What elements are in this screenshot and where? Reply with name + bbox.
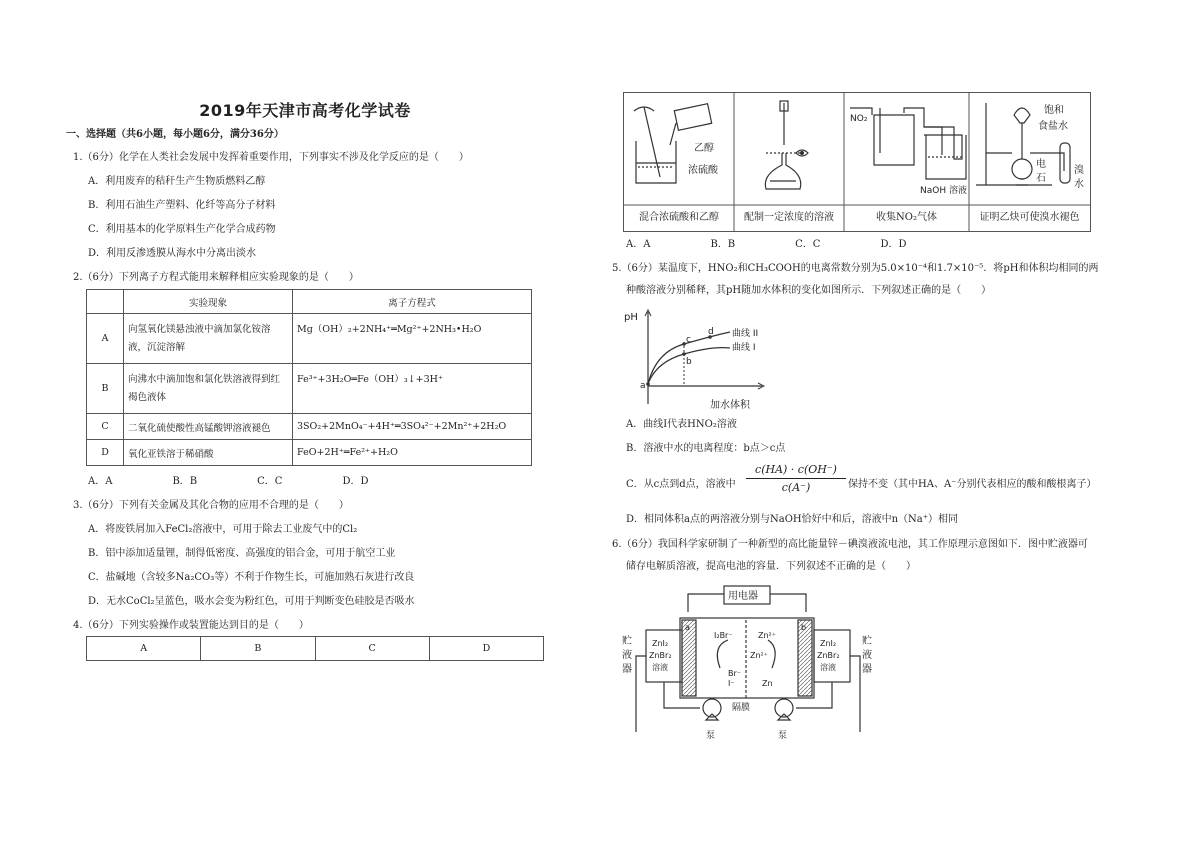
tank-label-right-3: 器	[862, 664, 872, 675]
q1-stem: 1.（6分）化学在人类社会发展中发挥着重要作用，下列事实不涉及化学反应的是（ ）	[73, 152, 469, 163]
caption-a: 混合浓硫酸和乙醇	[639, 212, 719, 223]
q3-option-c: C．盐碱地（含较多Na₂CO₃等）不利于作物生长，可施加熟石灰进行改良	[88, 572, 415, 583]
point-c-label: c	[686, 335, 691, 345]
membrane-label: 隔膜	[732, 703, 751, 713]
phenomenon-text: 向沸水中滴加饱和氯化铁溶液得到红	[128, 373, 281, 385]
label-saturated: 饱和	[1044, 105, 1064, 116]
q2-stem: 2.（6分）下列离子方程式能用来解释相应实验现象的是（ ）	[73, 272, 359, 283]
label-carbide-2: 石	[1036, 173, 1046, 184]
caption-b: 配制一定浓度的溶液	[744, 212, 834, 223]
q5-stem-line1: 5.（6分）某温度下，HNO₂和CH₃COOH的电离常数分别为5.0×10⁻⁴和1.7×10⁻⁵．将pH和体积均相同的两	[612, 263, 1099, 274]
ionic-equation: Fe³⁺+3H₂O═Fe（OH）₃↓+3H⁺	[293, 364, 532, 414]
q5-option-c-pre: C．从c点到d点，溶液中	[626, 479, 736, 490]
point-d-label: d	[708, 327, 714, 337]
q1-option-c: C．利用基本的化学原料生产化学合成药物	[88, 224, 276, 235]
q2-col-equation: 离子方程式	[293, 290, 532, 314]
y-axis-label: pH	[624, 312, 638, 323]
q5-stem-line2: 种酸溶液分别稀释，其pH随加水体积的变化如图所示．下列叙述正确的是（ ）	[626, 285, 992, 296]
q5-fraction	[746, 463, 846, 494]
row-option: C	[87, 414, 124, 440]
q4-figure-table	[623, 92, 1091, 232]
label-concentrated-sulfuric-acid: 浓硫酸	[688, 165, 718, 176]
table-row	[87, 314, 532, 364]
solution-left-1: ZnI₂	[652, 639, 669, 648]
q5-option-b: B．溶液中水的电离程度：b点＞c点	[626, 443, 786, 454]
solution-right-2: ZnBr₂	[817, 651, 840, 660]
table-row	[87, 440, 532, 466]
tank-label-left-2: 液	[622, 650, 632, 661]
q6-battery-diagram	[616, 582, 876, 744]
species-zn2-mid: Zn²⁺	[750, 651, 768, 660]
q6-stem-line2: 储存电解质溶液，提高电池的容量．下列叙述不正确的是（ ）	[626, 561, 916, 572]
ionic-equation: Mg（OH）₂+2NH₄⁺═Mg²⁺+2NH₃•H₂O	[293, 314, 532, 364]
q1-option-b: B．利用石油生产塑料、化纤等高分子材料	[88, 200, 276, 211]
table-row	[87, 414, 532, 440]
label-bromine-2: 水	[1074, 179, 1084, 190]
phenomenon-text: 向氢氧化镁悬浊液中滴加氯化铵溶	[128, 323, 271, 335]
electrode-b-label: b	[801, 623, 807, 632]
species-i: I⁻	[728, 679, 735, 688]
q3-stem: 3.（6分）下列有关金属及其化合物的应用不合理的是（ ）	[73, 500, 349, 511]
electrode-a-label: a	[685, 623, 690, 632]
label-naoh-solution: NaOH 溶液	[920, 186, 967, 196]
curve-1-label: 曲线 I	[732, 343, 756, 353]
q5-option-a: A．曲线Ⅰ代表HNO₂溶液	[626, 419, 737, 430]
q4-header-table	[86, 636, 544, 661]
q6-stem-line1: 6.（6分）我国科学家研制了一种新型的高比能量锌－碘溴液流电池，其工作原理示意图如下．图中贮液器可	[612, 539, 1088, 550]
q5-option-c-post: 保持不变（其中HA、A⁻分别代表相应的酸和酸根离子）	[848, 479, 1097, 490]
ionic-equation: 3SO₂+2MnO₄⁻+4H⁺═3SO₄²⁻+2Mn²⁺+2H₂O	[293, 414, 532, 440]
row-option: A	[87, 314, 124, 364]
point-a-label: a	[640, 381, 646, 391]
caption-d: 证明乙炔可使溴水褪色	[979, 212, 1080, 223]
point-b-label: b	[686, 357, 692, 367]
q5-ph-chart	[622, 304, 782, 414]
fraction-denominator: c(A⁻)	[781, 481, 811, 494]
x-axis-label: 加水体积	[710, 400, 750, 411]
label-brine: 食盐水	[1038, 121, 1068, 132]
q2-answers: A．A B．B C．C D．D	[88, 476, 369, 487]
label-ethanol: 乙醇	[694, 143, 714, 154]
q2-table	[86, 289, 532, 466]
solution-left-3: 溶液	[652, 663, 668, 672]
phenomenon-text: 液，沉淀溶解	[128, 341, 186, 353]
q4-head-b: B	[201, 637, 315, 661]
tank-label-left-1: 贮	[622, 636, 632, 647]
tank-label-left-3: 器	[622, 664, 632, 675]
paper-title: 2019年天津市高考化学试卷	[199, 101, 411, 120]
curve-2-label: 曲线 II	[732, 329, 759, 339]
q3-option-d: D．无水CoCl₂呈蓝色，吸水会变为粉红色，可用于判断变色硅胶是否吸水	[88, 596, 415, 607]
ionic-equation: FeO+2H⁺═Fe²⁺+H₂O	[293, 440, 532, 466]
apparatus-b	[765, 101, 808, 189]
pump-label-right: 泵	[778, 731, 788, 741]
pump-label-left: 泵	[706, 731, 716, 741]
solution-right-3: 溶液	[820, 663, 836, 672]
caption-c: 收集NO₂气体	[876, 212, 937, 223]
q4-stem: 4.（6分）下列实验操作或装置能达到目的是（ ）	[73, 620, 309, 631]
species-i2br: I₂Br⁻	[714, 631, 733, 640]
phenomenon-text: 二氧化硫使酸性高锰酸钾溶液褪色	[124, 414, 293, 440]
label-no2: NO₂	[850, 114, 868, 124]
phenomenon-text: 氧化亚铁溶于稀硝酸	[124, 440, 293, 466]
q2-col-phenomenon: 实验现象	[124, 290, 293, 314]
solution-right-1: ZnI₂	[820, 639, 837, 648]
q1-option-d: D．利用反渗透膜从海水中分离出淡水	[88, 248, 257, 259]
section-heading: 一、选择题（共6小题，每小题6分，满分36分）	[66, 129, 284, 140]
q3-option-a: A．将废铁屑加入FeCl₂溶液中，可用于除去工业废气中的Cl₂	[88, 524, 358, 535]
device-label: 用电器	[728, 591, 758, 602]
q3-option-b: B．铝中添加适量锂，制得低密度、高强度的铝合金，可用于航空工业	[88, 548, 396, 559]
fraction-numerator: c(HA) · c(OH⁻)	[755, 463, 837, 476]
solution-left-2: ZnBr₂	[649, 651, 672, 660]
row-option: B	[87, 364, 124, 414]
q4-answers: A．A B．B C．C D．D	[626, 239, 907, 250]
q4-head-a: A	[87, 637, 201, 661]
species-zn2-top: Zn²⁺	[758, 631, 776, 640]
species-br: Br⁻	[728, 669, 741, 678]
q4-head-c: C	[315, 637, 429, 661]
tank-label-right-2: 液	[862, 650, 872, 661]
table-row	[87, 364, 532, 414]
q5-option-d: D．相同体积a点的两溶液分别与NaOH恰好中和后，溶液中n（Na⁺）相同	[626, 514, 959, 525]
tank-label-right-1: 贮	[862, 636, 872, 647]
q4-head-d: D	[429, 637, 543, 661]
row-option: D	[87, 440, 124, 466]
label-carbide-1: 电	[1036, 159, 1046, 170]
phenomenon-text: 褐色液体	[128, 391, 167, 403]
q1-option-a: A．利用废弃的秸秆生产生物质燃料乙醇	[88, 176, 266, 187]
label-bromine-1: 溴	[1074, 165, 1084, 176]
species-zn: Zn	[762, 679, 773, 688]
